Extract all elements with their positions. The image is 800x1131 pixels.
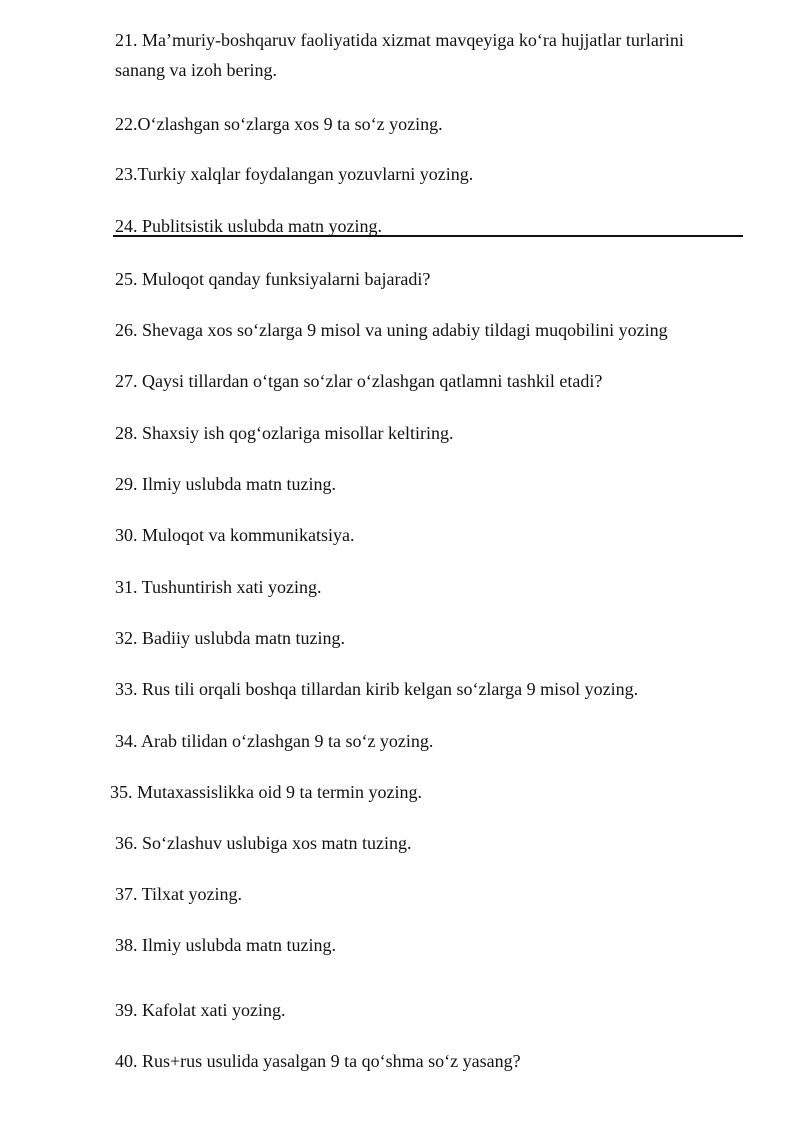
horizontal-rule	[113, 235, 743, 237]
question-40: 40. Rus+rus usulida yasalgan 9 ta qo‘shma so‘z yasang?	[115, 1051, 521, 1071]
question-32: 32. Badiiy uslubda matn tuzing.	[115, 628, 345, 648]
question-22: 22.O‘zlashgan so‘zlarga xos 9 ta so‘z yozing.	[115, 114, 443, 134]
question-34: 34. Arab tilidan o‘zlashgan 9 ta so‘z yozing.	[115, 731, 434, 751]
question-35: 35. Mutaxassislikka oid 9 ta termin yozing.	[110, 782, 422, 802]
question-27: 27. Qaysi tillardan o‘tgan so‘zlar o‘zlashgan qatlamni tashkil etadi?	[115, 371, 603, 391]
question-24: 24. Publitsistik uslubda matn yozing.	[115, 216, 383, 236]
question-37: 37. Tilxat yozing.	[115, 884, 243, 904]
question-25: 25. Muloqot qanday funksiyalarni bajaradi?	[115, 269, 431, 289]
question-30: 30. Muloqot va kommunikatsiya.	[115, 525, 355, 545]
question-38: 38. Ilmiy uslubda matn tuzing.	[115, 935, 336, 955]
question-31: 31. Tushuntirish xati yozing.	[115, 577, 322, 597]
question-29: 29. Ilmiy uslubda matn tuzing.	[115, 474, 336, 494]
question-26: 26. Shevaga xos so‘zlarga 9 misol va uning adabiy tildagi muqobilini yozing	[115, 320, 668, 340]
question-39: 39. Kafolat xati yozing.	[115, 1000, 286, 1020]
question-36: 36. So‘zlashuv uslubiga xos matn tuzing.	[115, 833, 412, 853]
question-23: 23.Turkiy xalqlar foydalangan yozuvlarni yozing.	[115, 164, 474, 184]
question-21: 21. Ma’muriy-boshqaruv faoliyatida xizmat mavqeyiga ko‘ra hujjatlar turlarini sanang va izoh bering.	[115, 30, 684, 80]
question-33: 33. Rus tili orqali boshqa tillardan kirib kelgan so‘zlarga 9 misol yozing.	[115, 679, 639, 699]
question-28: 28. Shaxsiy ish qog‘ozlariga misollar keltiring.	[115, 423, 454, 443]
